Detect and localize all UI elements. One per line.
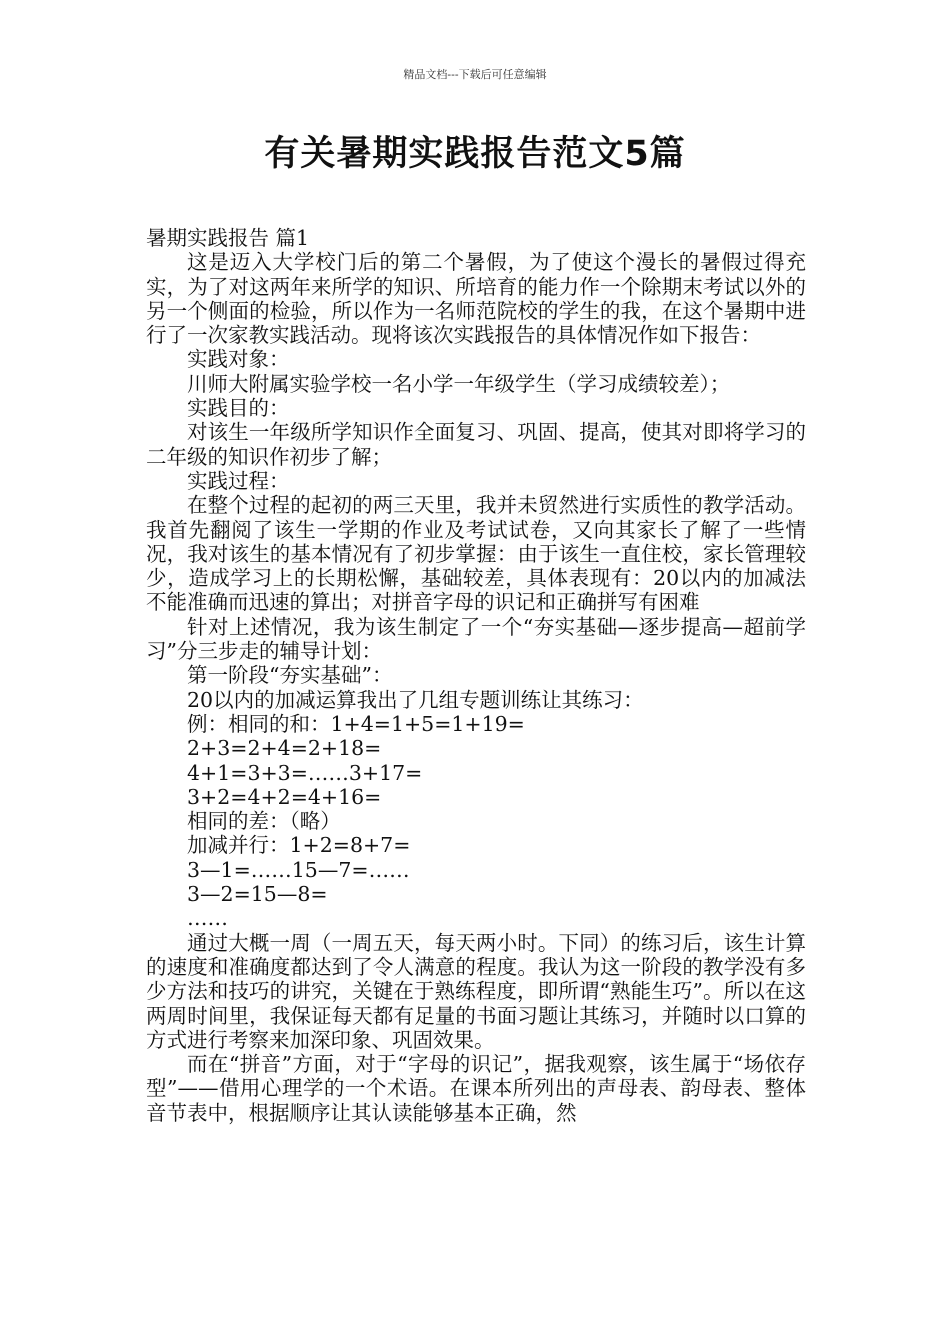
header-note: 精品文档---下载后可任意编辑: [403, 68, 547, 81]
paragraph: 这是迈入大学校门后的第二个暑假，为了使这个漫长的暑假过得充实，为了对这两年来所学的知识、所培育的能力作一个除期末考试以外的另一个侧面的检验，所以作为一名师范院校的学生的我，在这个暑期中进行了一次家教实践活动。现将该次实践报告的具体情况作如下报告：: [146, 250, 806, 348]
section-heading: 暑期实践报告 篇1: [146, 226, 310, 250]
paragraph: 川师大附属实验学校一名小学一年级学生（学习成绩较差）；: [187, 371, 731, 396]
paragraph: 加减并行：1+2=8+7=: [187, 833, 411, 858]
paragraph: 相同的差：（略）: [187, 809, 341, 834]
paragraph: 针对上述情况，我为该生制定了一个“夯实基础—逐步提高—超前学习”分三步走的辅导计划：: [146, 614, 806, 664]
paragraph: 而在“拼音”方面，对于“字母的识记”，据我观察，该生属于“场依存型”——借用心理学的一个术语。在课本所列出的声母表、韵母表、整体音节表中，根据顺序让其认读能够基本正确，然: [146, 1052, 806, 1125]
paragraph: 实践过程：: [187, 468, 290, 493]
paragraph: 2+3=2+4=2+18=: [187, 736, 382, 761]
paragraph: 在整个过程的起初的两三天里，我并未贸然进行实质性的教学活动。我首先翻阅了该生一学期的作业及考试试卷，又向其家长了解了一些情况，我对该生的基本情况有了初步掌握：由于该生一直住校，家长管理较少，造成学习上的长期松懈，基础较差，具体表现有：20以内的加减法不能准确而迅速的算出；对拼音字母的识记和正确拼写有困难: [146, 493, 806, 615]
paragraph: 3—2=15—8=: [187, 882, 328, 907]
paragraph: 例：相同的和：1+4=1+5=1+19=: [187, 711, 525, 736]
paragraph: ……: [187, 906, 228, 931]
paragraph: 3—1=……15—7=……: [187, 857, 410, 882]
paragraph: 实践目的：: [187, 396, 290, 421]
paragraph: 4+1=3+3=……3+17=: [187, 760, 423, 785]
document-title: 有关暑期实践报告范文5篇: [264, 134, 686, 174]
paragraph: 20以内的加减运算我出了几组专题训练让其练习：: [187, 687, 644, 712]
paragraph: 通过大概一周（一周五天，每天两小时。下同）的练习后，该生计算的速度和准确度都达到了令人满意的程度。我认为这一阶段的教学没有多少方法和技巧的讲究，关键在于熟练程度，即所谓“熟能生巧”。所以在这两周时间里，我保证每天都有足量的书面习题让其练习，并随时以口算的方式进行考察来加深印象、巩固效果。: [146, 930, 806, 1052]
paragraph: 3+2=4+2=4+16=: [187, 784, 382, 809]
paragraph: 实践对象：: [187, 347, 290, 372]
paragraph: 对该生一年级所学知识作全面复习、巩固、提高，使其对即将学习的二年级的知识作初步了解；: [146, 420, 806, 469]
paragraph: 第一阶段“夯实基础”：: [187, 663, 393, 688]
document-body: [146, 226, 806, 1125]
